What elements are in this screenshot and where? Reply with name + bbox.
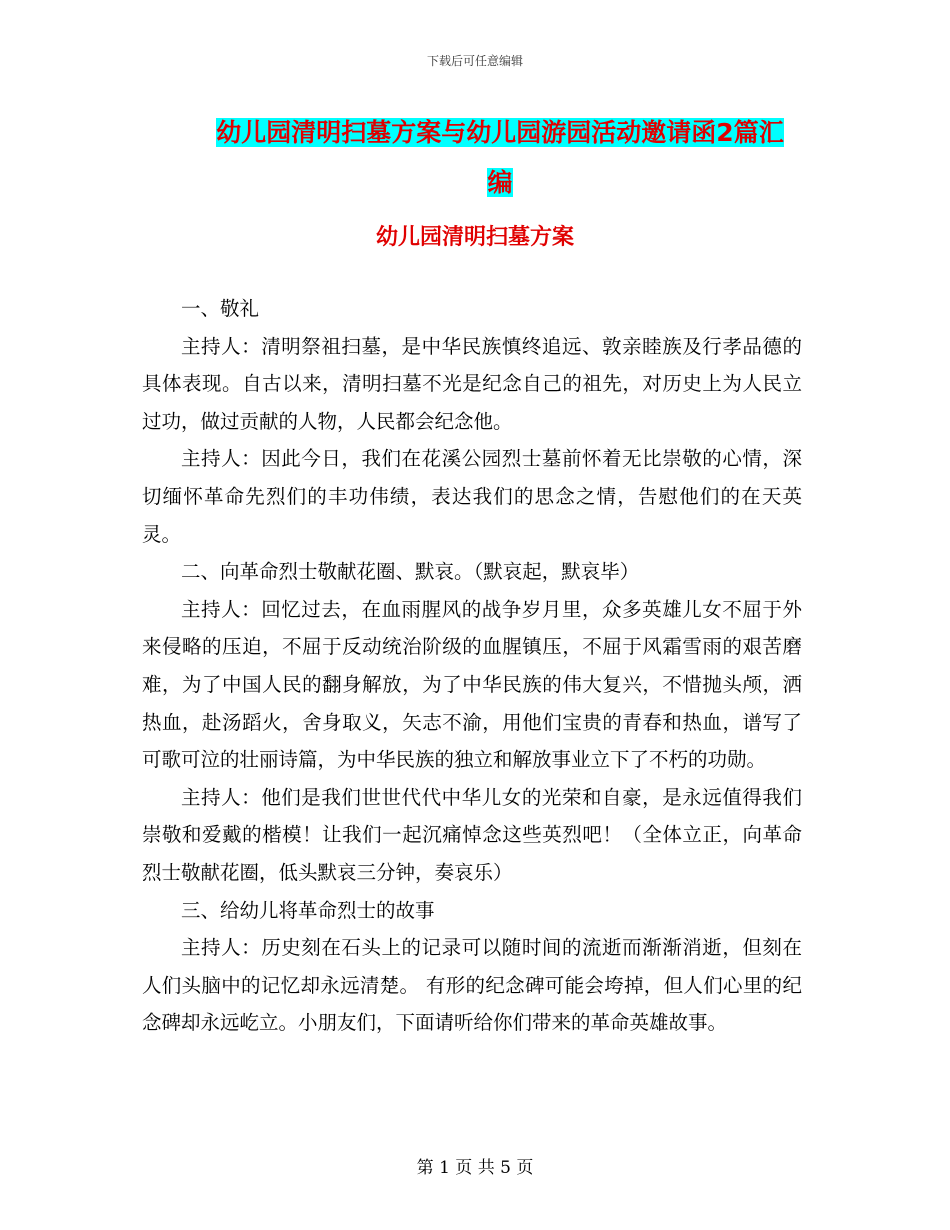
paragraph-heading-3: 三、给幼儿将革命烈士的故事	[181, 898, 435, 922]
page-footer: 第 1 页 共 5 页	[416, 1158, 534, 1178]
section-title: 幼儿园清明扫墓方案	[375, 225, 574, 250]
paragraph: 主持人：回忆过去，在血雨腥风的战争岁月里，众多英雄儿女不屈于外来侵略的压迫，不屈于反动统治阶级的血腥镇压，不屈于风霜雪雨的艰苦磨难，为了中国人民的翻身解放，为了中华民族的伟大复兴，不惜抛头颅，洒热血，赴汤蹈火，舍身取义，矢志不渝，用他们宝贵的青春和热血，谱写了可歌可泣的壮丽诗篇，为中华民族的独立和解放事业立下了不朽的功勋。	[142, 597, 802, 772]
paragraph: 主持人：清明祭祖扫墓，是中华民族慎终追远、敦亲睦族及行孝品德的具体表现。自古以来，清明扫墓不光是纪念自己的祖先，对历史上为人民立过功，做过贡献的人物，人民都会纪念他。	[142, 334, 802, 433]
document-title-line-2: 编	[487, 168, 513, 197]
document-title	[190, 108, 810, 208]
page-header: 下载后可任意编辑	[426, 54, 523, 68]
paragraph: 主持人：历史刻在石头上的记录可以随时间的流逝而渐渐消逝，但刻在人们头脑中的记忆却永远清楚。 有形的纪念碑可能会垮掉，但人们心里的纪念碑却永远屹立。小朋友们，下面请听给你们带来的革命英雄故事。	[142, 936, 802, 1035]
paragraph: 主持人：他们是我们世世代代中华儿女的光荣和自豪，是永远值得我们崇敬和爱戴的楷模！让我们一起沉痛悼念这些英烈吧！（全体立正，向革命烈士敬献花圈，低头默哀三分钟，奏哀乐）	[142, 785, 802, 884]
document-title-line-1: 幼儿园清明扫墓方案与幼儿园游园活动邀请函2篇汇	[216, 118, 784, 147]
paragraph-heading-1: 一、敬礼	[181, 297, 260, 320]
paragraph-heading-2: 二、向革命烈士敬献花圈、默哀。（默哀起，默哀毕）	[181, 560, 640, 584]
document-body	[142, 290, 802, 1042]
paragraph: 主持人：因此今日，我们在花溪公园烈士墓前怀着无比崇敬的心情，深切缅怀革命先烈们的丰功伟绩，表达我们的思念之情，告慰他们的在天英灵。	[142, 447, 802, 546]
